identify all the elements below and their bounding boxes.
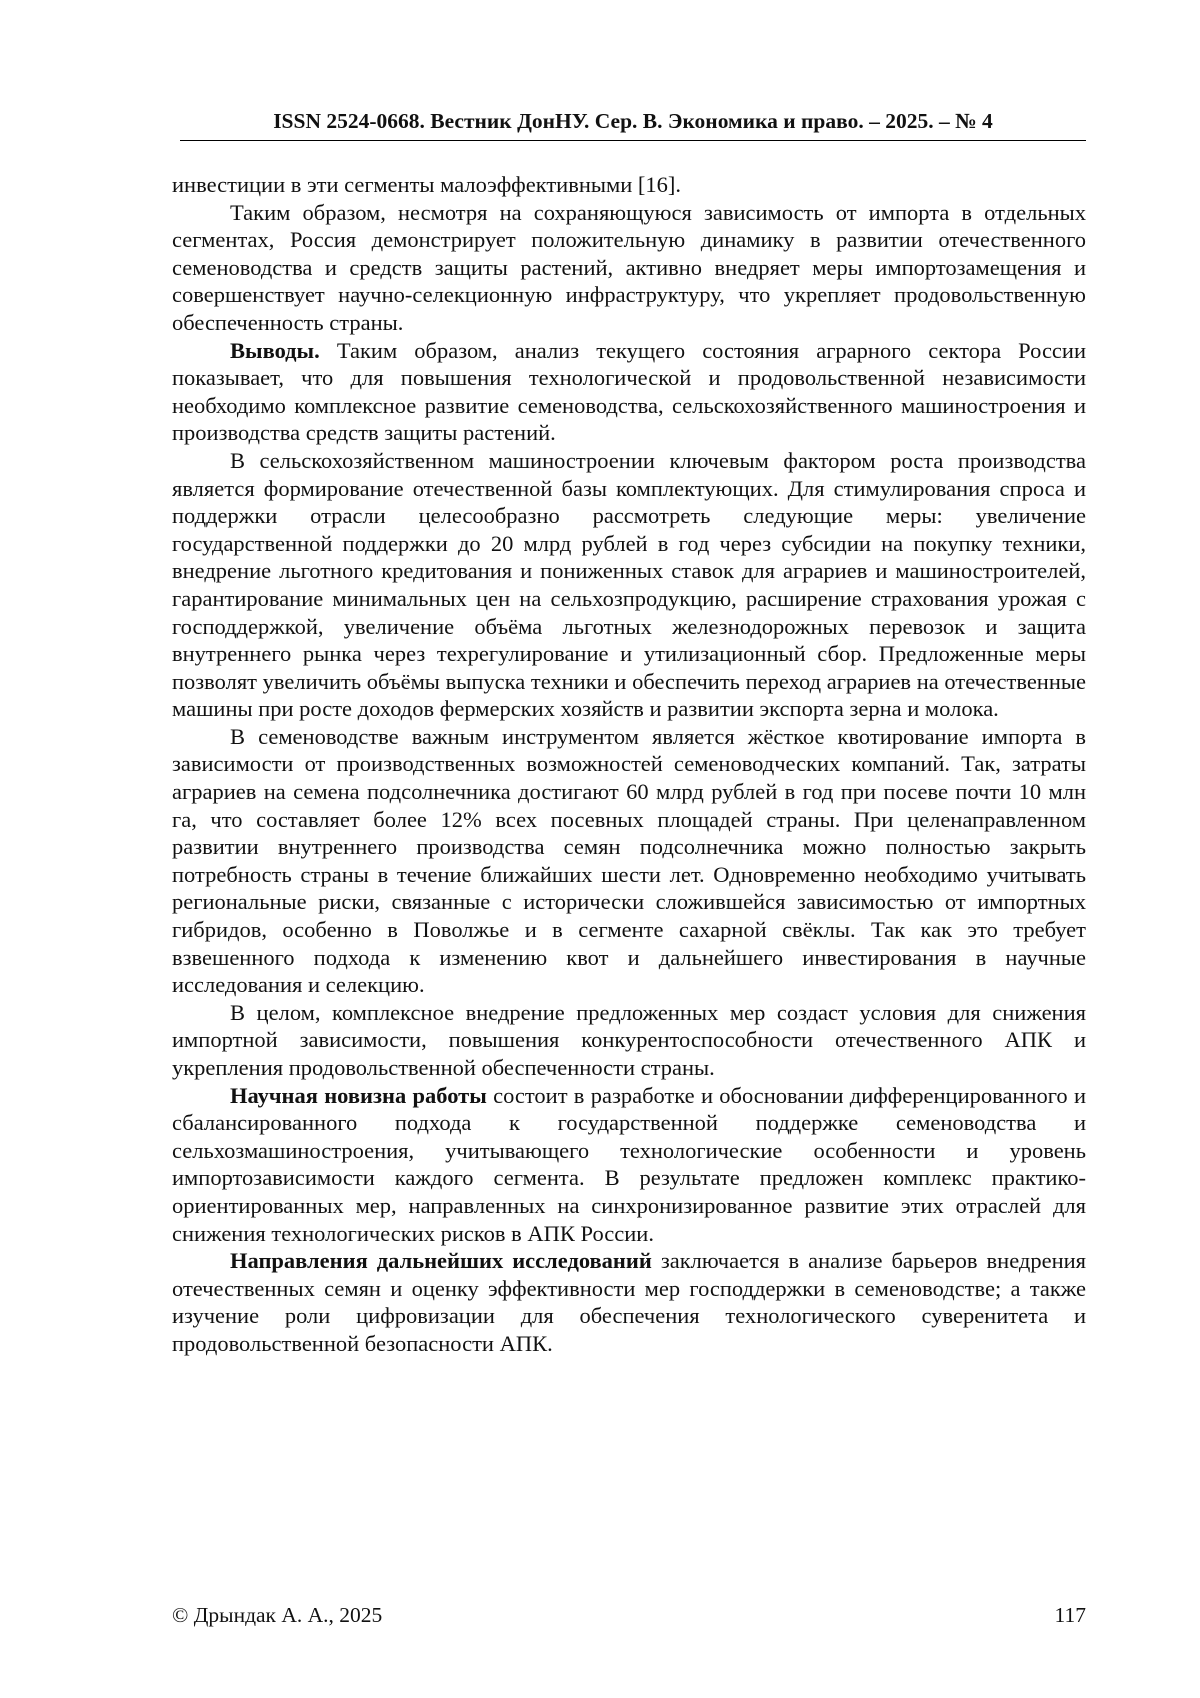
- novelty-heading: Научная новизна работы: [230, 1082, 487, 1108]
- paragraph-text: В семеноводстве важным инструментом является жёсткое квотирование импорта в зависимости от производственных возможностей семеноводческих компаний. Так, затраты аграриев на семена подсолнечника достигают 60 млрд рублей в год при посеве почти 10 млн га, что составляет более 12% всех посевных площадей страны. При целенаправленном развитии внутреннего производства семян подсолнечника можно полностью закрыть потребность страны в течение ближайших шести лет. Одновременно необходимо учитывать региональные риски, связанные с исторически сложившейся зависимостью от импортных гибридов, особенно в Поволжье и в сегменте сахарной свёклы. Так как это требует взвешенного подхода к изменению квот и дальнейшего инвестирования в научные исследования и селекцию.: [172, 723, 1086, 998]
- article-body: [172, 171, 1086, 1358]
- paragraph-seed-production: [172, 723, 1086, 999]
- page-number: 117: [1054, 1603, 1086, 1627]
- conclusions-heading: Выводы.: [230, 337, 320, 363]
- paragraph-text: инвестиции в эти сегменты малоэффективными [16].: [172, 172, 682, 197]
- paragraph-continuation: [172, 171, 1086, 199]
- paragraph-conclusions: [172, 337, 1086, 447]
- paragraph-machinery: [172, 447, 1086, 723]
- paragraph-summary: [172, 199, 1086, 337]
- paragraph-overall: [172, 999, 1086, 1082]
- paragraph-text: В сельскохозяйственном машиностроении ключевым фактором роста производства является формирование отечественной базы комплектующих. Для стимулирования спроса и поддержки отрасли целесообразно рассмотреть следующие меры: увеличение государственной поддержки до 20 млрд рублей в год через субсидии на покупку техники, внедрение льготного кредитования и пониженных ставок для аграриев и машиностроителей, гарантирование минимальных цен на сельхозпродукцию, расширение страхования урожая с господдержкой, увеличение объёма льготных железнодорожных перевозок и защита внутреннего рынка через техрегулирование и утилизационный сбор. Предложенные меры позволят увеличить объёмы выпуска техники и обеспечить переход аграриев на отечественные машины при росте доходов фермерских хозяйств и развитии экспорта зерна и молока.: [172, 447, 1086, 722]
- journal-header: ISSN 2524-0668. Вестник ДонНУ. Сер. В. Экономика и право. – 2025. – № 4: [180, 108, 1086, 141]
- paragraph-text: Таким образом, несмотря на сохраняющуюся зависимость от импорта в отдельных сегментах, Россия демонстрирует положительную динамику в развитии отечественного семеноводства и средств защиты растений, активно внедряет меры импортозамещения и совершенствует научно-селекционную инфраструктуру, что укрепляет продовольственную обеспеченность страны.: [172, 199, 1086, 335]
- paragraph-text: В целом, комплексное внедрение предложенных мер создаст условия для снижения импортной зависимости, повышения конкурентоспособности отечественного АПК и укрепления продовольственной обеспеченности страны.: [172, 999, 1086, 1080]
- paragraph-further-research: [172, 1247, 1086, 1357]
- paragraph-novelty: [172, 1082, 1086, 1248]
- paragraph-text: Таким образом, анализ текущего состояния аграрного сектора России показывает, что для повышения технологической и продовольственной независимости необходимо комплексное развитие семеноводства, сельскохозяйственного машиностроения и производства средств защиты растений.: [172, 337, 1086, 446]
- paragraph-text: заключается в анализе барьеров внедрения отечественных семян и оценку эффективности мер господдержки в семеноводстве; а также изучение роли цифровизации для обеспечения технологического суверенитета и продовольственной безопасности АПК.: [172, 1248, 1086, 1356]
- copyright-notice: © Дрындак А. А., 2025: [172, 1603, 383, 1627]
- further-research-heading: Направления дальнейших исследований: [230, 1248, 652, 1274]
- paragraph-text: состоит в разработке и обосновании дифференцированного и сбалансированного подхода к государственной поддержке семеноводства и сельхозмашиностроения, учитывающего технологические особенности и уровень импортозависимости каждого сегмента. В результате предложен комплекс практико-ориентированных мер, направленных на синхронизированное развитие этих отраслей для снижения технологических рисков в АПК России.: [172, 1082, 1087, 1246]
